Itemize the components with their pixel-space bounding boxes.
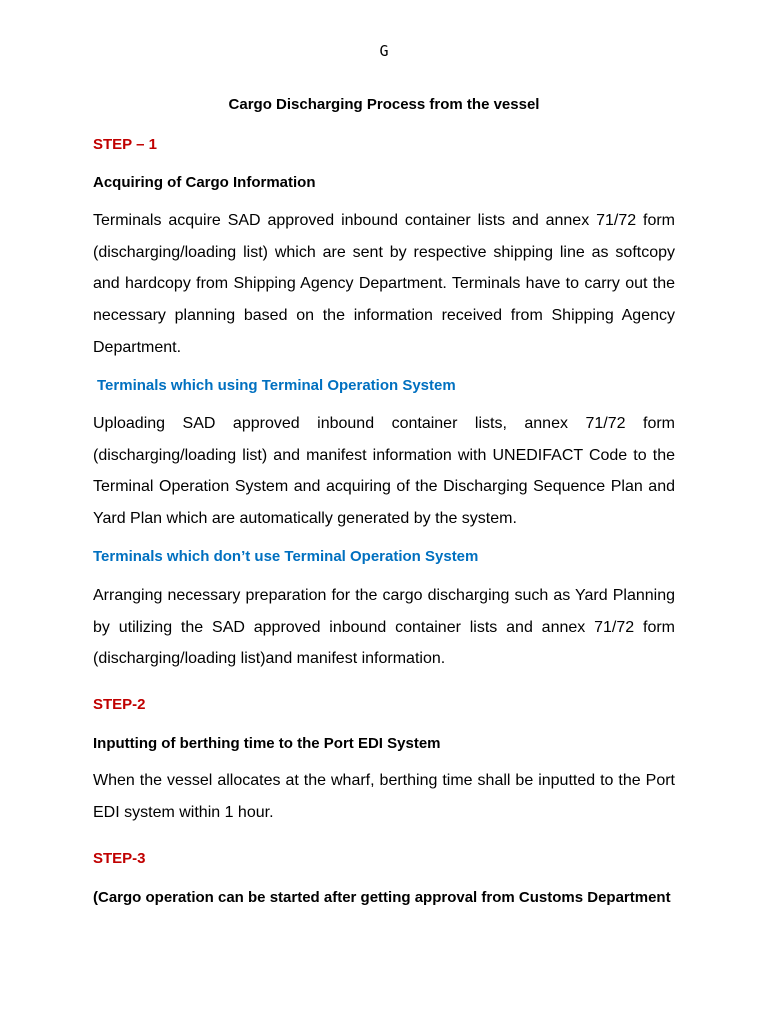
tos-section-heading: Terminals which using Terminal Operation System [97,377,456,394]
step-2-paragraph: When the vessel allocates at the wharf, berthing time shall be inputted to the Port EDI system within 1 hour. [93,772,675,821]
step-3-heading: (Cargo operation can be started after getting approval from Customs Department [93,889,671,906]
page-number: G [379,42,389,60]
step-1-paragraph: Terminals acquire SAD approved inbound container lists and annex 71/72 form (discharging/loading list) which are sent by respective shipping line as softcopy and hardcopy from Shipping Agency Department. Terminals have to carry out the necessary planning based on the information received from Shipping Agency Department. [93,212,675,356]
page-title: Cargo Discharging Process from the vessel [228,96,540,113]
step-2-heading: Inputting of berthing time to the Port EDI System [93,735,441,752]
step-3-label: STEP-3 [93,850,146,867]
step-1-label: STEP – 1 [93,136,157,153]
no-tos-section-heading: Terminals which don’t use Terminal Operation System [93,548,479,565]
tos-section-paragraph: Uploading SAD approved inbound container lists, annex 71/72 form (discharging/loading list) and manifest information with UNEDIFACT Code to the Terminal Operation System and acquiring of the Discharging Sequence Plan and Yard Plan which are automatically generated by the system. [93,415,675,528]
no-tos-section-paragraph: Arranging necessary preparation for the cargo discharging such as Yard Planning by utilizing the SAD approved inbound container lists and annex 71/72 form (discharging/loading list)and manifest information. [93,587,675,668]
step-1-heading: Acquiring of Cargo Information [93,174,316,191]
step-2-label: STEP-2 [93,696,146,713]
